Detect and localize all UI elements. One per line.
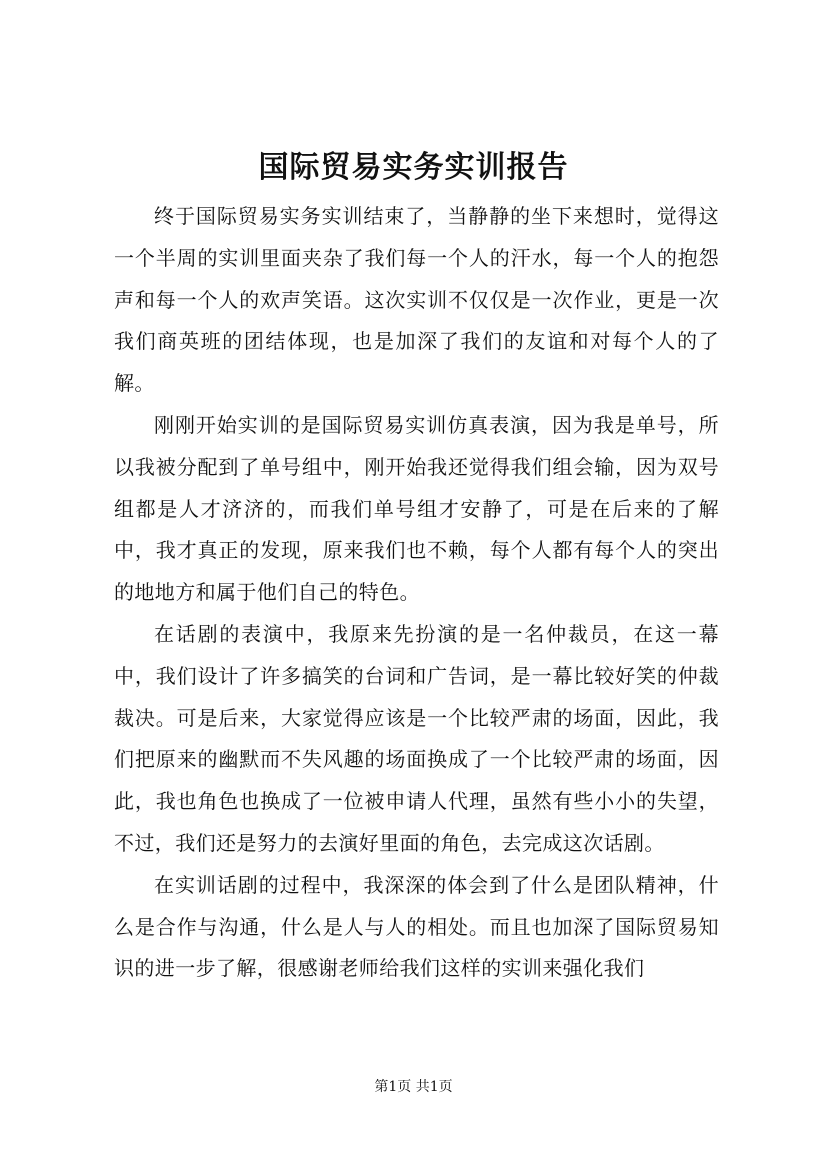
paragraph: 在实训话剧的过程中，我深深的体会到了什么是团队精神，什么是合作与沟通，什么是人与人的相处。而且也加深了国际贸易知识的进一步了解，很感谢老师给我们这样的实训来强化我们 <box>114 872 719 981</box>
document-body <box>114 196 719 990</box>
paragraph: 在话剧的表演中，我原来先扮演的是一名仲裁员，在这一幕中，我们设计了许多搞笑的台词和广告词，是一幕比较好笑的仲裁裁决。可是后来，大家觉得应该是一个比较严肃的场面，因此，我们把原来的幽默而不失风趣的场面换成了一个比较严肃的场面，因此，我也角色也换成了一位被申请人代理，虽然有些小小的失望，不过，我们还是努力的去演好里面的角色，去完成这次话剧。 <box>114 621 719 855</box>
page-footer: 第1页 共1页 <box>374 1079 453 1095</box>
paragraph: 终于国际贸易实务实训结束了，当静静的坐下来想时，觉得这一个半周的实训里面夹杂了我们每一个人的汗水，每一个人的抱怨声和每一个人的欢声笑语。这次实训不仅仅是一次作业，更是一次我们商英班的团结体现，也是加深了我们的友谊和对每个人的了解。 <box>114 204 719 396</box>
document-title: 国际贸易实务实训报告 <box>258 150 569 185</box>
paragraph: 刚刚开始实训的是国际贸易实训仿真表演，因为我是单号，所以我被分配到了单号组中，刚开始我还觉得我们组会输，因为双号组都是人才济济的，而我们单号组才安静了，可是在后来的了解中，我才真正的发现，原来我们也不赖，每个人都有每个人的突出的地地方和属于他们自己的特色。 <box>114 412 719 605</box>
